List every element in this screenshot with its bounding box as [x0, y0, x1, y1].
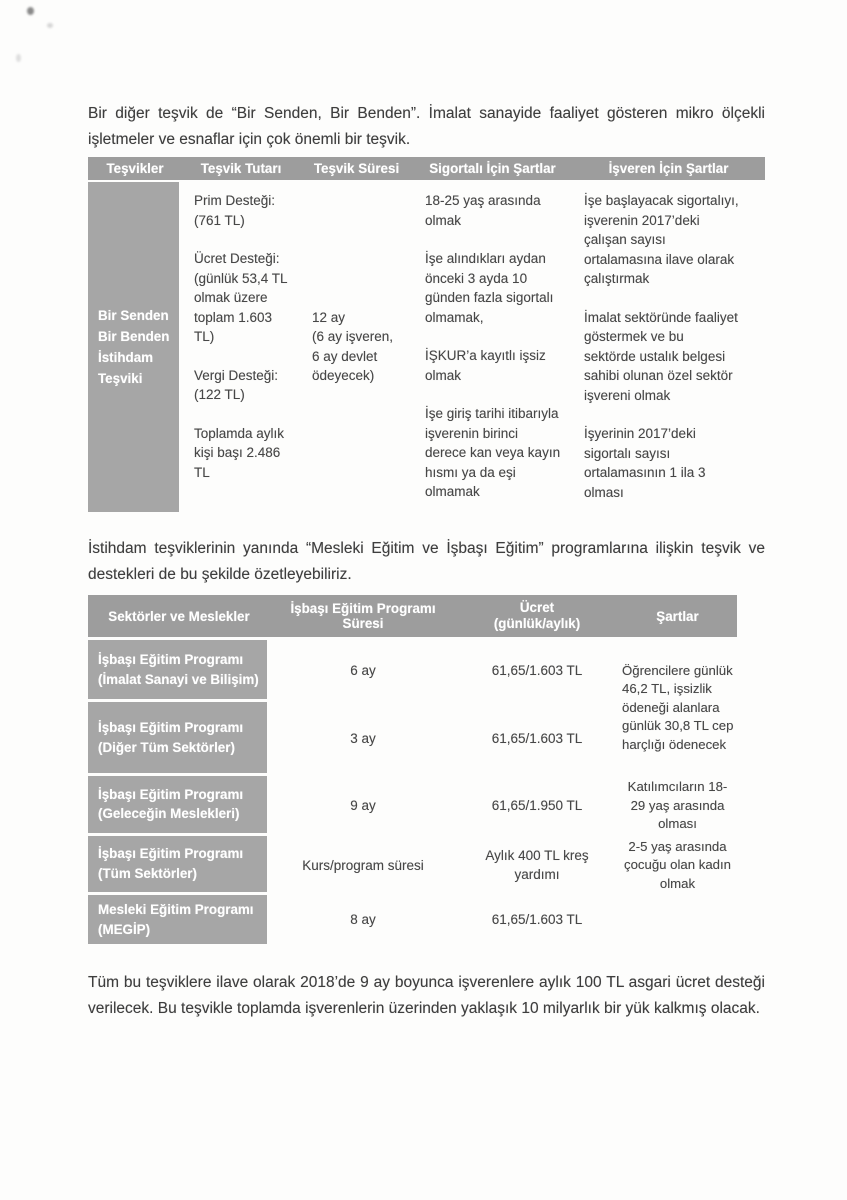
- cell-incentive-name: Bir Senden Bir Benden İstihdam Teşviki: [88, 182, 182, 512]
- cell-incentive-amounts: [182, 182, 300, 512]
- cell-employer-conditions: [572, 182, 765, 512]
- amount-item: Ücret Desteği: (günlük 53,4 TL olmak üzere toplam 1.603 TL): [194, 251, 288, 344]
- scan-artifact-speck: [27, 7, 34, 15]
- header-ucret-line1: Ücret: [519, 600, 555, 615]
- insured-condition-item: İşe alındıkları aydan önceki 3 ayda 10 günden fazla sigortalı olmamak,: [425, 251, 554, 325]
- cell-program-condition: Katılımcıların 18-29 yaş arasında olması: [627, 779, 728, 831]
- program-table-row: [88, 640, 737, 702]
- header-sektorler: Sektörler ve Meslekler: [88, 595, 270, 640]
- cell-program-duration: 8 ay: [350, 911, 376, 927]
- cell-program-condition: 2-5 yaş arasında çocuğu olan kadın olmak: [623, 838, 732, 891]
- cell-program-name: İşbaşı Eğitim Programı (İmalat Sanayi ve Bilişim): [88, 640, 270, 702]
- incentive-table-row: [88, 182, 765, 512]
- cell-program-duration: 9 ay: [350, 798, 376, 813]
- cell-program-duration: Kurs/program süresi: [302, 857, 424, 873]
- header-sartlar: Şartlar: [618, 595, 737, 640]
- cell-program-duration: 6 ay: [350, 663, 376, 679]
- program-table-header-row: [88, 595, 737, 640]
- header-program-suresi: İşbaşı Eğitim Programı Süresi: [270, 595, 456, 640]
- cell-program-wage: 61,65/1.603 TL: [491, 731, 583, 747]
- amount-item: Prim Desteği: (761 TL): [194, 193, 276, 228]
- cell-incentive-duration: [300, 182, 413, 512]
- program-table-row: [88, 836, 737, 896]
- scan-artifact-speck: [16, 54, 21, 62]
- intro-paragraph: Bir diğer teşvik de “Bir Senden, Bir Benden”. İmalat sanayide faaliyet gösteren mikro ölçekli işletmeler ve esnaflar için çok önemli bir teşvik.: [88, 105, 765, 148]
- duration-detail: (6 ay işveren, 6 ay devlet ödeyecek): [312, 329, 394, 383]
- header-ucret: [456, 595, 618, 640]
- document-content: [88, 101, 765, 1022]
- closing-paragraph: Tüm bu teşviklere ilave olarak 2018’de 9 ay boyunca işverenlere aylık 100 TL asgari ücret desteği verilecek. Bu teşvikle toplamda işverenlerin üzerinden yaklaşık 10 milyarlık bir yük kalkmış olacak.: [88, 974, 765, 1017]
- header-tesvik-tutari: Teşvik Tutarı: [182, 157, 300, 182]
- incentive-table: [88, 157, 765, 512]
- insured-condition-item: İşe giriş tarihi itibarıyla işverenin birinci derece kan veya kayın hısmı ya da eşi olmamak: [425, 406, 561, 499]
- header-isveren-sartlar: İşveren İçin Şartlar: [572, 157, 765, 182]
- program-table: [88, 595, 737, 944]
- header-ucret-line2: (günlük/aylık): [493, 616, 581, 631]
- incentive-table-header-row: [88, 157, 765, 182]
- employer-condition-item: İşyerinin 2017’deki sigortalı sayısı ortalamasının 1 ila 3 olması: [584, 426, 706, 500]
- scan-artifact-speck: [47, 23, 53, 28]
- cell-program-wage: 61,65/1.603 TL: [491, 663, 583, 679]
- cell-program-condition-merged: Öğrencilere günlük 46,2 TL, işsizlik ödeneği alanlara günlük 30,8 TL cep harçlığı ödenecek: [622, 662, 734, 752]
- amount-item: Toplamda aylık kişi başı 2.486 TL: [194, 425, 285, 480]
- cell-program-wage: Aylık 400 TL kreş yardımı: [485, 847, 589, 883]
- header-tesvik-suresi: Teşvik Süresi: [300, 157, 413, 182]
- program-table-row: [88, 776, 737, 836]
- program-table-row: [88, 895, 737, 944]
- insured-condition-item: İŞKUR’a kayıtlı işsiz olmak: [425, 348, 546, 383]
- middle-paragraph: İstihdam teşviklerinin yanında “Mesleki Eğitim ve İşbaşı Eğitim” programlarına ilişkin teşvik ve destekleri de bu şekilde özetleyebiliriz.: [88, 540, 765, 583]
- cell-insured-conditions: [413, 182, 572, 512]
- header-tesvikler: Teşvikler: [88, 157, 182, 182]
- cell-program-wage: 61,65/1.950 TL: [491, 798, 583, 813]
- insured-condition-item: 18-25 yaş arasında olmak: [425, 193, 541, 228]
- cell-program-name: Mesleki Eğitim Programı (MEGİP): [88, 895, 270, 944]
- amount-item: Vergi Desteği: (122 TL): [194, 367, 279, 402]
- employer-condition-item: İmalat sektöründe faaliyet göstermek ve bu sektörde ustalık belgesi sahibi olunan özel sektör işvereni olmak: [584, 309, 738, 403]
- duration-main: 12 ay: [312, 309, 346, 325]
- cell-program-name: İşbaşı Eğitim Programı (Geleceğin Meslekleri): [88, 776, 270, 836]
- cell-program-duration: 3 ay: [350, 731, 376, 747]
- employer-condition-item: İşe başlayacak sigortalıyı, işverenin 2017’deki çalışan sayısı ortalamasına ilave olarak çalıştırmak: [584, 193, 739, 286]
- cell-program-name: İşbaşı Eğitim Programı (Diğer Tüm Sektörler): [88, 702, 270, 776]
- cell-program-name: İşbaşı Eğitim Programı (Tüm Sektörler): [88, 836, 270, 896]
- header-sigortali-sartlar: Sigortalı İçin Şartlar: [413, 157, 572, 182]
- cell-program-wage: 61,65/1.603 TL: [491, 911, 583, 927]
- cell-program-condition: [618, 895, 737, 944]
